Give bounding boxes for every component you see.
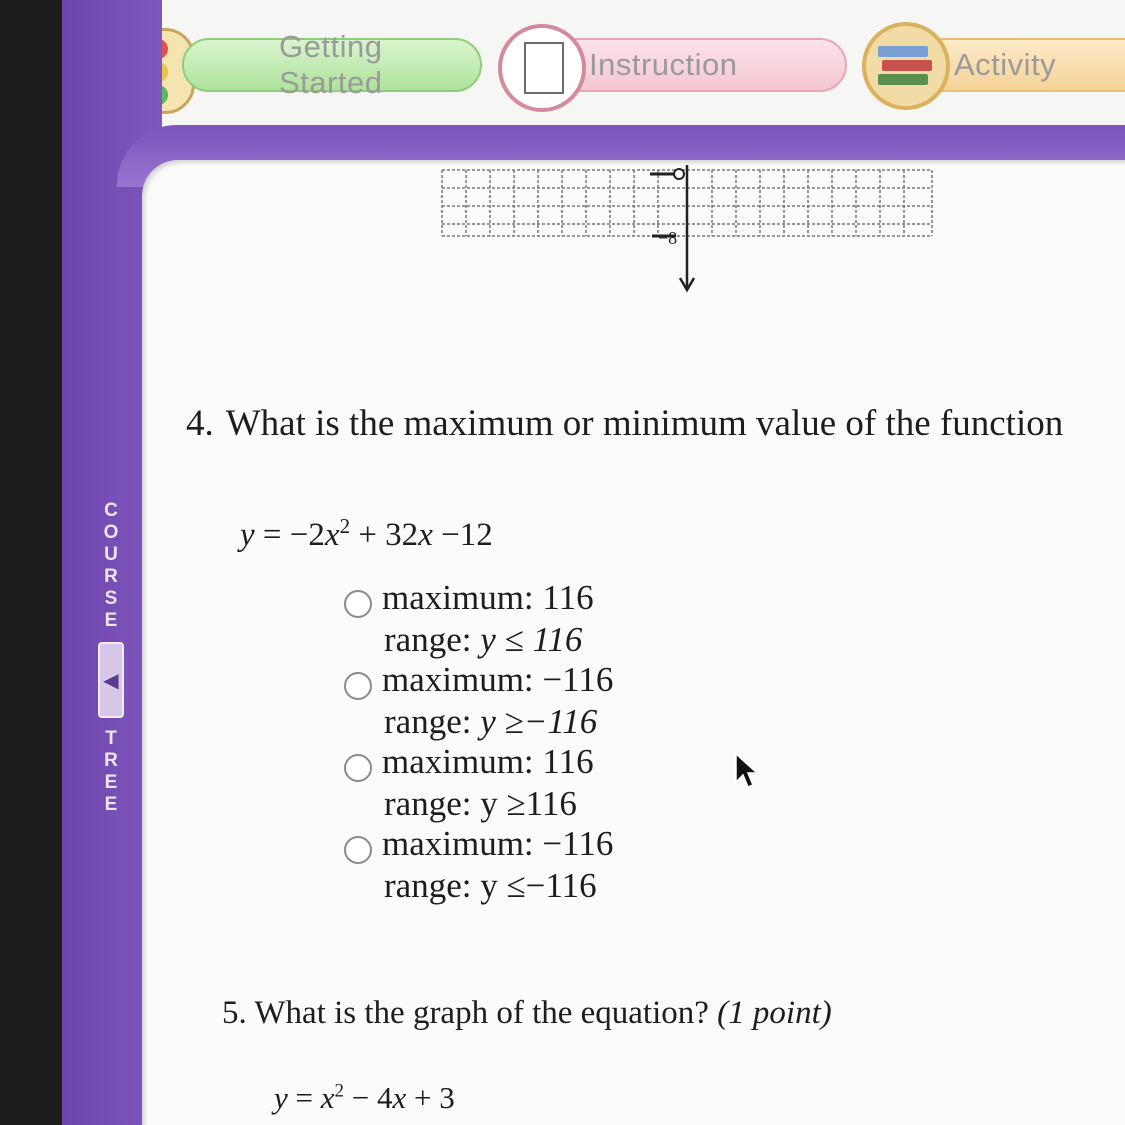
range-label: range: (384, 702, 481, 741)
question-4-prompt (186, 402, 1063, 445)
document-page (524, 42, 564, 94)
eq-var: x (324, 517, 340, 553)
option-value: maximum: 116 (382, 742, 594, 781)
question-number: 4. (186, 403, 214, 444)
eq-var2: x (392, 1080, 407, 1115)
question-points: (1 point) (717, 995, 832, 1031)
eq-term: − 4 (344, 1080, 393, 1115)
mouse-pointer-icon (734, 752, 760, 790)
option-value: maximum: −116 (382, 660, 614, 699)
option-value: maximum: 116 (382, 578, 594, 617)
course-letter: E (104, 610, 118, 631)
range-label: range: (384, 784, 481, 823)
radio-button[interactable] (344, 836, 372, 864)
range-label: range: (384, 866, 481, 905)
option-range (384, 866, 597, 906)
range-expr: y ≤ 116 (480, 620, 583, 659)
eq-var2: x (418, 517, 433, 553)
tree-letter: E (104, 772, 118, 793)
eq-term: + 32 (350, 517, 419, 553)
eq-sign: = (287, 1080, 321, 1115)
question-4-equation (240, 514, 493, 554)
monitor-bezel (0, 0, 62, 1125)
eq-const: −12 (432, 517, 493, 553)
eq-const: + 3 (406, 1080, 455, 1115)
tree-letter: E (104, 794, 118, 815)
book-bottom (878, 74, 928, 85)
option-value: maximum: −116 (382, 824, 614, 863)
radio-button[interactable] (344, 590, 372, 618)
eq-coef: −2 (289, 517, 325, 553)
range-expr: y ≤−116 (480, 866, 597, 905)
range-label: range: (384, 620, 481, 659)
eq-exp: 2 (334, 1080, 345, 1102)
option-range (384, 784, 577, 824)
option-range (384, 620, 582, 660)
range-expr: y ≥−116 (480, 702, 598, 741)
question-text: What is the maximum or minimum value of the function (225, 403, 1064, 444)
course-letter: R (104, 566, 118, 587)
course-letter: C (104, 500, 118, 521)
tree-letter: R (104, 750, 118, 771)
course-letter: U (104, 544, 118, 565)
tab-getting-started[interactable] (182, 29, 482, 100)
document-icon (498, 24, 586, 112)
range-expr: y ≥116 (480, 784, 577, 823)
course-tree-sidebar[interactable] (95, 500, 127, 816)
radio-button[interactable] (344, 754, 372, 782)
question-5-equation (274, 1080, 455, 1116)
tab-instruction-label: Instruction (589, 47, 738, 82)
question-text: What is the graph of the equation? (254, 995, 709, 1031)
course-letter: O (103, 522, 119, 543)
top-tab-bar (62, 0, 1125, 120)
books-icon (862, 22, 950, 110)
curve-open-point (674, 169, 684, 179)
question-panel (142, 160, 1125, 1125)
tab-getting-started-label: Getting Started (279, 29, 383, 100)
book-middle (882, 60, 932, 71)
option-range (384, 702, 597, 742)
eq-exp: 2 (339, 514, 351, 538)
chevron-left-icon: ◀ (103, 669, 119, 692)
screen (62, 0, 1125, 1125)
tab-activity-label: Activity (954, 47, 1057, 82)
question-5-prompt (222, 995, 832, 1032)
course-letter: S (104, 588, 118, 609)
eq-lhs: y (274, 1080, 288, 1115)
tree-letter: T (105, 728, 117, 749)
eq-var: x (320, 1080, 335, 1115)
graph-partial (422, 160, 942, 300)
question-number: 5. (222, 995, 247, 1031)
radio-button[interactable] (344, 672, 372, 700)
y-tick-label: −8 (658, 228, 678, 248)
book-top (878, 46, 928, 57)
collapse-sidebar-button[interactable] (98, 642, 124, 718)
eq-lhs: y (240, 517, 255, 553)
eq-sign: = (254, 517, 290, 553)
